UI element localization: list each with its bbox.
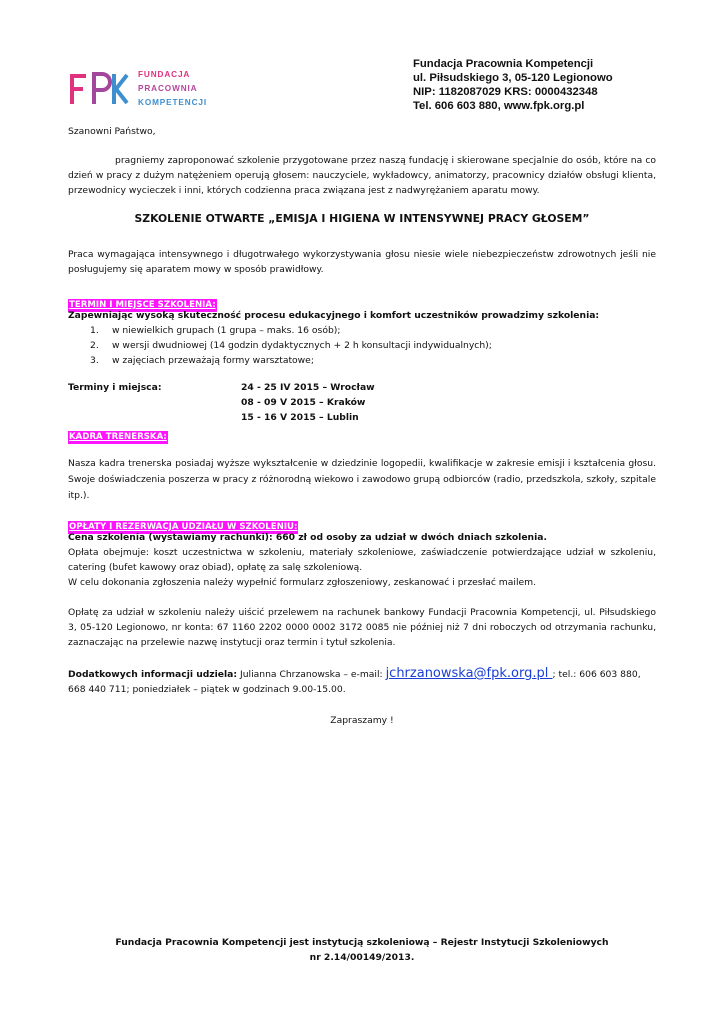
contact-hours: 668 440 711; poniedziałek – piątek w godzinach 9.00-15.00.	[68, 684, 346, 695]
organization-header	[413, 57, 613, 113]
termin-lead: Zapewniając wysoką skuteczność procesu edukacyjnego i komfort uczestników prowadzimy szkolenia:	[68, 310, 600, 321]
greeting: Szanowni Państwo,	[68, 126, 156, 137]
section-oplaty-heading: OPŁATY I REZERWACJA UDZIAŁU W SZKOLENIU:	[69, 522, 298, 532]
section-kadra-heading: KADRA TRENERSKA:	[69, 432, 167, 442]
payment-paragraph: Opłatę za udział w szkoleniu należy uiścić przelewem na rachunek bankowy Fundacji Pracownia Kompetencji, ul. Piłsudskiego 3, 05-120 Legionowo, nr konta: 67 1160 2202 0000 0002 3172 0085 nie później niż 7 dni roboczych od otrzymania rachunku, zaznaczając na przelewie nazwę instytucji oraz termin i tytuł szkolenia.	[68, 607, 656, 648]
list-text: w zajęciach przeważają formy warsztatowe;	[112, 355, 314, 366]
term-city: Kraków	[326, 397, 366, 408]
footer-line-2: nr 2.14/00149/2013.	[309, 952, 415, 963]
list-item	[90, 353, 314, 368]
kadra-paragraph: Nasza kadra trenerska posiadaj wyższe wykształcenie w dziedzinie logopedii, kwalifikacje w zakresie emisji i kształcenia głosu. Swoje doświadczenia poszerza w pracy z różnorodną wiekowo i zawodowo grupą odbiorców (radio, przedszkola, szkoły, szpitale itp.).	[68, 458, 656, 501]
logo-line-1: FUNDACJA	[138, 70, 191, 79]
term-city: Lublin	[326, 412, 359, 423]
list-number: 2.	[90, 340, 99, 351]
term-row	[241, 395, 365, 410]
term-sep: –	[315, 412, 327, 423]
fpk-logo-mark-icon	[68, 68, 130, 108]
price-line: Cena szkolenia (wystawiamy rachunki): 660 zł od osoby za udział w dwóch dniach szkolenia.	[68, 532, 547, 543]
contact-phone: ; tel.: 606 603 880,	[552, 669, 641, 680]
header-address: ul. Piłsudskiego 3, 05-120 Legionowo	[413, 72, 613, 84]
header-phone-web: Tel. 606 603 880, www.fpk.org.pl	[413, 100, 585, 112]
list-text: w niewielkich grupach (1 grupa – maks. 16 osób);	[112, 325, 341, 336]
header-nip-krs: NIP: 1182087029 KRS: 0000432348	[413, 86, 598, 98]
contact-label: Dodatkowych informacji udziela:	[68, 669, 238, 680]
term-row	[241, 380, 375, 395]
intro-paragraph: pragniemy zaproponować szkolenie przygotowane przez naszą fundację i skierowane specjalnie do osób, które na co dzień w pracy z dużym natężeniem operują głosem: nauczyciele, wykładowcy, animatorzy, pracownicy działów obsługi klienta, przewodnicy wycieczek i inni, których codzienna praca związana jest z nadwyrężaniem aparatu mowy.	[68, 155, 656, 196]
logo-line-2: PRACOWNIA	[138, 84, 198, 93]
contact-email-link[interactable]: jchrzanowska@fpk.org.pl	[385, 666, 553, 681]
logo-line-3: KOMPETENCJI	[138, 98, 208, 107]
list-item	[90, 338, 492, 353]
list-text: w wersji dwudniowej (14 godzin dydaktycznych + 2 h konsultacji indywidualnych);	[112, 340, 492, 351]
closing: Zapraszamy !	[330, 715, 394, 726]
includes-paragraph: Opłata obejmuje: koszt uczestnictwa w szkoleniu, materiały szkoleniowe, zaświadczenie potwierdzające udział w szkoleniu, catering (bufet kawowy oraz obiad), opłatę za salę szkoleniową.	[68, 547, 656, 573]
list-number: 1.	[90, 325, 99, 336]
footer-line-1: Fundacja Pracownia Kompetencji jest instytucją szkoleniową – Rejestr Instytucji Szkoleniowych	[115, 937, 609, 948]
header-org-name: Fundacja Pracownia Kompetencji	[413, 58, 594, 70]
term-date: 08 - 09 V 2015	[241, 397, 316, 408]
list-number: 3.	[90, 355, 99, 366]
term-city: Wrocław	[330, 382, 375, 393]
term-date: 15 - 16 V 2015	[241, 412, 316, 423]
registration-line: W celu dokonania zgłoszenia należy wypełnić formularz zgłoszeniowy, zeskanować i przesłać mailem.	[68, 577, 537, 588]
term-row	[241, 410, 359, 425]
section-termin-heading: TERMIN I MIEJSCE SZKOLENIA:	[69, 300, 216, 310]
contact-name: Julianna Chrzanowska – e-mail:	[237, 669, 386, 680]
term-sep: –	[319, 382, 331, 393]
logo-wordmark	[138, 68, 207, 110]
footer	[68, 935, 656, 965]
section-kadra-heading-wrap	[68, 426, 168, 444]
term-sep: –	[315, 397, 327, 408]
contact-line	[68, 665, 668, 683]
terms-label: Terminy i miejsca:	[68, 382, 162, 393]
health-paragraph: Praca wymagająca intensywnego i długotrwałego wykorzystywania głosu niesie wiele niebezpieczeństw zdrowotnych jeśli nie posługujemy się aparatem mowy w sposób prawidłowy.	[68, 249, 656, 275]
fpk-logo	[68, 68, 218, 113]
term-date: 24 - 25 IV 2015	[241, 382, 320, 393]
list-item	[90, 323, 340, 338]
document-title: SZKOLENIE OTWARTE „EMISJA I HIGIENA W INTENSYWNEJ PRACY GŁOSEM”	[134, 212, 590, 225]
